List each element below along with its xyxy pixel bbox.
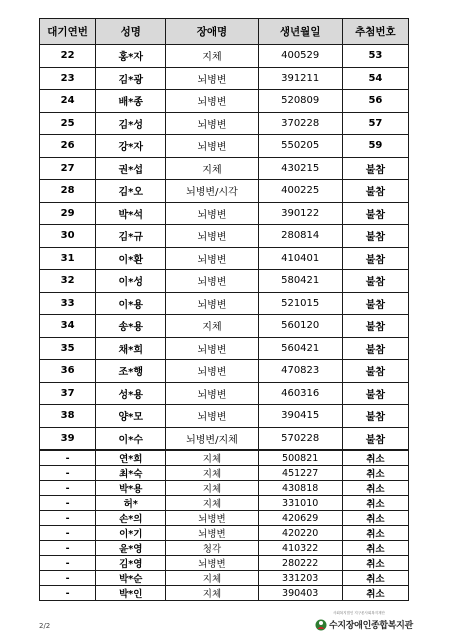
cell-disability: 청각 [166, 541, 258, 556]
cell-wait-number: - [40, 511, 96, 526]
cell-name: 김*광 [96, 67, 166, 90]
table-row [40, 360, 409, 383]
cell-wait-number: - [40, 481, 96, 496]
cell-disability: 지체 [166, 571, 258, 586]
cell-lottery-number: 57 [342, 112, 408, 135]
waitlist-table [39, 18, 409, 601]
table-header-row [40, 19, 409, 45]
cell-lottery-number: 취소 [342, 450, 408, 466]
cell-name: 이*환 [96, 247, 166, 270]
cell-name: 이*수 [96, 427, 166, 450]
cell-birthdate: 390415 [258, 405, 342, 428]
table-row [40, 427, 409, 450]
cell-lottery-number: 불참 [342, 292, 408, 315]
cell-birthdate: 520809 [258, 90, 342, 113]
cell-birthdate: 280814 [258, 225, 342, 248]
cell-name: 김*규 [96, 225, 166, 248]
cell-disability: 뇌병변 [166, 360, 258, 383]
cell-birthdate: 560120 [258, 315, 342, 338]
table-row [40, 526, 409, 541]
cell-disability: 뇌병변 [166, 382, 258, 405]
cell-wait-number: 31 [40, 247, 96, 270]
cell-name: 손*의 [96, 511, 166, 526]
table-row [40, 586, 409, 601]
cell-name: 김*영 [96, 556, 166, 571]
footer-logo [313, 611, 413, 635]
cell-disability: 지체 [166, 315, 258, 338]
cell-lottery-number: 불참 [342, 315, 408, 338]
cell-wait-number: 26 [40, 135, 96, 158]
cell-name: 성*용 [96, 382, 166, 405]
cell-wait-number: 25 [40, 112, 96, 135]
cell-wait-number: 29 [40, 202, 96, 225]
cell-wait-number: 32 [40, 270, 96, 293]
table-row [40, 450, 409, 466]
cell-birthdate: 430215 [258, 157, 342, 180]
cell-disability: 뇌병변 [166, 556, 258, 571]
cell-birthdate: 420629 [258, 511, 342, 526]
cell-disability: 뇌병변 [166, 270, 258, 293]
cell-name: 허* [96, 496, 166, 511]
cell-birthdate: 390122 [258, 202, 342, 225]
cell-disability: 뇌병변 [166, 67, 258, 90]
cell-birthdate: 451227 [258, 466, 342, 481]
table-row [40, 67, 409, 90]
cell-birthdate: 560421 [258, 337, 342, 360]
cell-birthdate: 580421 [258, 270, 342, 293]
cell-disability: 지체 [166, 496, 258, 511]
cell-name: 홍*자 [96, 45, 166, 68]
cell-name: 배*종 [96, 90, 166, 113]
table-row [40, 541, 409, 556]
cell-lottery-number: 취소 [342, 526, 408, 541]
header-wait-number: 대기연번 [40, 19, 96, 45]
logo-subtitle: 사회복지법인 지구촌사회복지재단 [333, 611, 385, 615]
cell-lottery-number: 불참 [342, 247, 408, 270]
cell-birthdate: 331010 [258, 496, 342, 511]
table-row [40, 382, 409, 405]
logo-text: 수지장애인종합복지관 [329, 621, 413, 631]
cell-disability: 뇌병변 [166, 247, 258, 270]
cell-birthdate: 390403 [258, 586, 342, 601]
table-body [40, 45, 409, 601]
cell-disability: 뇌병변 [166, 202, 258, 225]
cell-wait-number: 30 [40, 225, 96, 248]
cell-name: 박*순 [96, 571, 166, 586]
table-row [40, 180, 409, 203]
cell-birthdate: 400225 [258, 180, 342, 203]
cell-name: 이*기 [96, 526, 166, 541]
cell-disability: 지체 [166, 450, 258, 466]
cell-birthdate: 500821 [258, 450, 342, 466]
table-row [40, 157, 409, 180]
cell-disability: 지체 [166, 45, 258, 68]
cell-birthdate: 521015 [258, 292, 342, 315]
cell-birthdate: 280222 [258, 556, 342, 571]
cell-lottery-number: 56 [342, 90, 408, 113]
cell-wait-number: 38 [40, 405, 96, 428]
cell-lottery-number: 불참 [342, 427, 408, 450]
table-row [40, 292, 409, 315]
cell-lottery-number: 취소 [342, 541, 408, 556]
cell-disability: 뇌병변 [166, 511, 258, 526]
table-row [40, 405, 409, 428]
cell-wait-number: - [40, 586, 96, 601]
cell-wait-number: 28 [40, 180, 96, 203]
cell-lottery-number: 불참 [342, 180, 408, 203]
cell-birthdate: 430818 [258, 481, 342, 496]
cell-lottery-number: 불참 [342, 405, 408, 428]
cell-disability: 뇌병변 [166, 405, 258, 428]
cell-name: 김*성 [96, 112, 166, 135]
cell-lottery-number: 불참 [342, 337, 408, 360]
header-disability: 장애명 [166, 19, 258, 45]
cell-name: 채*희 [96, 337, 166, 360]
table-row [40, 315, 409, 338]
cell-disability: 뇌병변 [166, 292, 258, 315]
table-row [40, 247, 409, 270]
cell-disability: 지체 [166, 466, 258, 481]
cell-name: 양*모 [96, 405, 166, 428]
cell-wait-number: 22 [40, 45, 96, 68]
table-row [40, 45, 409, 68]
cell-lottery-number: 불참 [342, 157, 408, 180]
cell-birthdate: 410401 [258, 247, 342, 270]
cell-disability: 뇌병변 [166, 337, 258, 360]
cell-birthdate: 460316 [258, 382, 342, 405]
cell-disability: 지체 [166, 586, 258, 601]
cell-disability: 지체 [166, 157, 258, 180]
cell-name: 윤*영 [96, 541, 166, 556]
cell-birthdate: 550205 [258, 135, 342, 158]
table-row [40, 225, 409, 248]
cell-wait-number: - [40, 450, 96, 466]
cell-disability: 뇌병변 [166, 526, 258, 541]
table-row [40, 90, 409, 113]
cell-lottery-number: 53 [342, 45, 408, 68]
cell-disability: 뇌병변/지체 [166, 427, 258, 450]
cell-name: 박*인 [96, 586, 166, 601]
table-row [40, 556, 409, 571]
cell-lottery-number: 불참 [342, 382, 408, 405]
header-birthdate: 생년월일 [258, 19, 342, 45]
cell-lottery-number: 취소 [342, 466, 408, 481]
cell-disability: 뇌병변 [166, 90, 258, 113]
cell-lottery-number: 취소 [342, 496, 408, 511]
table-row [40, 135, 409, 158]
cell-birthdate: 570228 [258, 427, 342, 450]
cell-lottery-number: 취소 [342, 571, 408, 586]
table-row [40, 466, 409, 481]
table-row [40, 337, 409, 360]
cell-lottery-number: 취소 [342, 481, 408, 496]
cell-lottery-number: 54 [342, 67, 408, 90]
page-number: 2/2 [39, 622, 51, 630]
cell-birthdate: 410322 [258, 541, 342, 556]
cell-name: 조*행 [96, 360, 166, 383]
table-row [40, 270, 409, 293]
table-row [40, 571, 409, 586]
cell-wait-number: 27 [40, 157, 96, 180]
cell-birthdate: 331203 [258, 571, 342, 586]
welfare-center-logo-icon [315, 619, 327, 631]
cell-name: 박*용 [96, 481, 166, 496]
cell-wait-number: - [40, 466, 96, 481]
table-row [40, 511, 409, 526]
cell-wait-number: 23 [40, 67, 96, 90]
cell-birthdate: 370228 [258, 112, 342, 135]
cell-lottery-number: 불참 [342, 270, 408, 293]
cell-lottery-number: 취소 [342, 511, 408, 526]
cell-wait-number: 36 [40, 360, 96, 383]
cell-lottery-number: 불참 [342, 360, 408, 383]
cell-wait-number: - [40, 571, 96, 586]
cell-disability: 뇌병변 [166, 225, 258, 248]
cell-lottery-number: 불참 [342, 225, 408, 248]
cell-name: 이*용 [96, 292, 166, 315]
cell-lottery-number: 불참 [342, 202, 408, 225]
cell-birthdate: 400529 [258, 45, 342, 68]
cell-name: 김*오 [96, 180, 166, 203]
cell-disability: 뇌병변 [166, 135, 258, 158]
cell-wait-number: 24 [40, 90, 96, 113]
cell-disability: 지체 [166, 481, 258, 496]
cell-wait-number: 37 [40, 382, 96, 405]
cell-wait-number: - [40, 526, 96, 541]
cell-name: 박*석 [96, 202, 166, 225]
cell-name: 연*희 [96, 450, 166, 466]
header-name: 성명 [96, 19, 166, 45]
cell-birthdate: 470823 [258, 360, 342, 383]
cell-name: 최*숙 [96, 466, 166, 481]
cell-lottery-number: 취소 [342, 586, 408, 601]
header-lottery-number: 추첨번호 [342, 19, 408, 45]
table-row [40, 481, 409, 496]
cell-lottery-number: 59 [342, 135, 408, 158]
cell-wait-number: 34 [40, 315, 96, 338]
table-row [40, 496, 409, 511]
cell-birthdate: 391211 [258, 67, 342, 90]
table-row [40, 202, 409, 225]
cell-birthdate: 420220 [258, 526, 342, 541]
cell-name: 권*섭 [96, 157, 166, 180]
cell-wait-number: - [40, 496, 96, 511]
cell-wait-number: 39 [40, 427, 96, 450]
cell-wait-number: - [40, 556, 96, 571]
cell-name: 송*용 [96, 315, 166, 338]
cell-wait-number: 33 [40, 292, 96, 315]
cell-wait-number: - [40, 541, 96, 556]
cell-lottery-number: 취소 [342, 556, 408, 571]
table-row [40, 112, 409, 135]
cell-disability: 뇌병변 [166, 112, 258, 135]
cell-wait-number: 35 [40, 337, 96, 360]
cell-disability: 뇌병변/시각 [166, 180, 258, 203]
cell-name: 강*자 [96, 135, 166, 158]
cell-name: 이*성 [96, 270, 166, 293]
